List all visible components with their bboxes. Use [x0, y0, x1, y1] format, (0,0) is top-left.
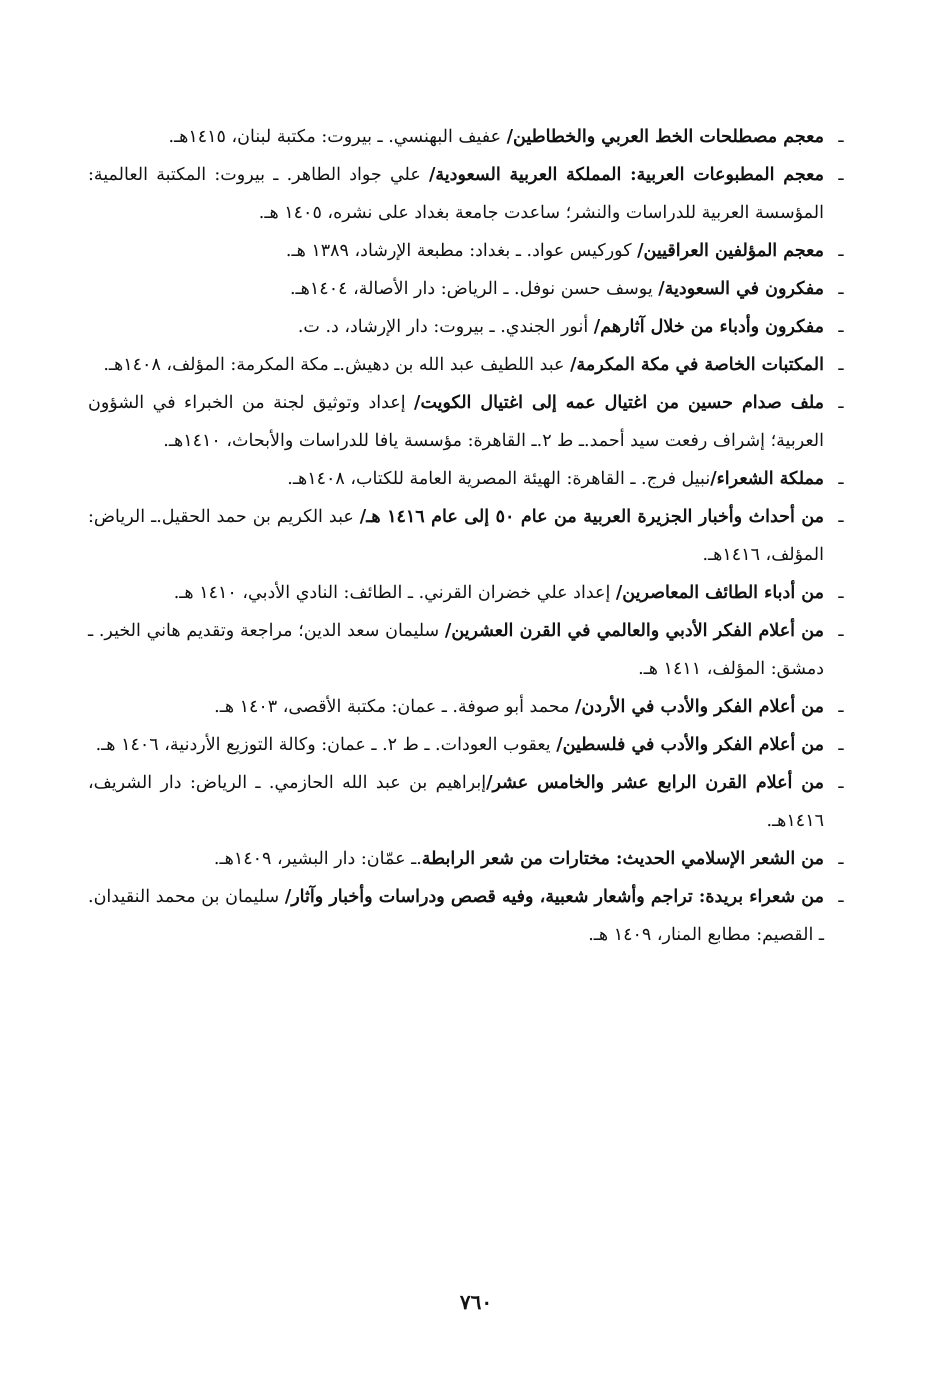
entry-title: من أعلام الفكر والأدب في الأردن/ — [575, 697, 824, 717]
entry-title: ملف صدام حسين من اغتيال عمه إلى اغتيال الكويت/ — [414, 393, 824, 413]
bibliography-list — [88, 118, 848, 954]
bibliography-entry — [88, 156, 848, 232]
entry-bullet: ـ — [838, 773, 844, 793]
bibliography-entry — [88, 840, 848, 878]
entry-details: سليمان بن محمد النقيدان. ـ القصيم: مطابع المنار، ١٤٠٩ هـ. — [88, 887, 824, 945]
entry-details: علي جواد الطاهر. ـ بيروت: المكتبة العالمية: المؤسسة العربية للدراسات والنشر؛ ساعدت جامعة بغداد على نشره، ١٤٠٥ هـ. — [88, 165, 824, 223]
entry-details: عفيف البهنسي. ـ بيروت: مكتبة لبنان، ١٤١٥هـ. — [168, 127, 507, 147]
entry-details: .ـ عمّان: دار البشير، ١٤٠٩هـ. — [213, 849, 422, 869]
entry-details: عبد اللطيف عبد الله بن دهيش.ـ مكة المكرمة: المؤلف، ١٤٠٨هـ. — [103, 355, 571, 375]
entry-details: يعقوب العودات. ـ ط ٢. ـ عمان: وكالة التوزيع الأردنية، ١٤٠٦ هـ. — [95, 735, 557, 755]
entry-bullet: ـ — [838, 507, 844, 527]
entry-bullet: ـ — [838, 849, 844, 869]
entry-title: مفكرون في السعودية/ — [658, 279, 824, 299]
entry-details: نبيل فرج. ـ القاهرة: الهيئة المصرية العامة للكتاب، ١٤٠٨هـ. — [287, 469, 711, 489]
entry-bullet: ـ — [838, 279, 844, 299]
bibliography-entry — [88, 118, 848, 156]
bibliography-entry — [88, 878, 848, 954]
entry-bullet: ـ — [838, 735, 844, 755]
bibliography-entry — [88, 688, 848, 726]
bibliography-entry — [88, 498, 848, 574]
entry-title: المكتبات الخاصة في مكة المكرمة/ — [570, 355, 824, 375]
bibliography-entry — [88, 308, 848, 346]
bibliography-entry — [88, 460, 848, 498]
entry-details: إعداد وتوثيق لجنة من الخبراء في الشؤون العربية؛ إشراف رفعت سيد أحمد.ـ ط ٢.ـ القاهرة: مؤسسة يافا للدراسات والأبحاث، ١٤١٠هـ. — [88, 393, 824, 451]
entry-title: من شعراء بريدة: تراجم وأشعار شعبية، وفيه قصص ودراسات وأخبار وآثار/ — [284, 887, 824, 907]
entry-details: أنور الجندي. ـ بيروت: دار الإرشاد، د. ت. — [297, 317, 594, 337]
entry-bullet: ـ — [838, 621, 844, 641]
bibliography-entry — [88, 574, 848, 612]
entry-bullet: ـ — [838, 165, 844, 185]
entry-title: من أعلام القرن الرابع عشر والخامس عشر/ — [486, 773, 824, 793]
entry-title: مملكة الشعراء/ — [710, 469, 824, 489]
entry-title: معجم مصطلحات الخط العربي والخطاطين/ — [506, 127, 824, 147]
entry-bullet: ـ — [838, 887, 844, 907]
entry-title: من الشعر الإسلامي الحديث: مختارات من شعر الرابطة — [421, 849, 824, 869]
entry-details: محمد أبو صوفة. ـ عمان: مكتبة الأقصى، ١٤٠٣ هـ. — [214, 697, 576, 717]
entry-details: سليمان سعد الدين؛ مراجعة وتقديم هاني الخير. ـ دمشق: المؤلف، ١٤١١ هـ. — [88, 621, 824, 679]
entry-title: مفكرون وأدباء من خلال آثارهم/ — [593, 317, 824, 337]
bibliography-entry — [88, 384, 848, 460]
entry-bullet: ـ — [838, 393, 844, 413]
bibliography-entry — [88, 232, 848, 270]
entry-bullet: ـ — [838, 317, 844, 337]
bibliography-entry — [88, 726, 848, 764]
entry-details: عبد الكريم بن حمد الحقيل.ـ الرياض: المؤلف، ١٤١٦هـ. — [88, 507, 824, 565]
entry-details: كوركيس عواد. ـ بغداد: مطبعة الإرشاد، ١٣٨٩ هـ. — [285, 241, 638, 261]
entry-bullet: ـ — [838, 697, 844, 717]
entry-details: يوسف حسن نوفل. ـ الرياض: دار الأصالة، ١٤٠٤هـ. — [289, 279, 659, 299]
entry-bullet: ـ — [838, 127, 844, 147]
entry-bullet: ـ — [838, 355, 844, 375]
bibliography-entry — [88, 764, 848, 840]
entry-details: إعداد علي خضران القرني. ـ الطائف: النادي الأدبي، ١٤١٠ هـ. — [173, 583, 616, 603]
entry-bullet: ـ — [838, 469, 844, 489]
entry-title: من أعلام الفكر والأدب في فلسطين/ — [556, 735, 824, 755]
entry-title: من أعلام الفكر الأدبي والعالمي في القرن العشرين/ — [444, 621, 824, 641]
bibliography-entry — [88, 270, 848, 308]
entry-title: معجم المؤلفين العراقيين/ — [637, 241, 824, 261]
bibliography-entry — [88, 346, 848, 384]
entry-details: إبراهيم بن عبد الله الحازمي. ـ الرياض: دار الشريف، ١٤١٦هـ. — [88, 773, 824, 831]
page-number: ٧٦٠ — [459, 1290, 493, 1314]
entry-bullet: ـ — [838, 241, 844, 261]
entry-title: من أدباء الطائف المعاصرين/ — [615, 583, 824, 603]
bibliography-entry — [88, 612, 848, 688]
entry-title: معجم المطبوعات العربية: المملكة العربية السعودية/ — [429, 165, 824, 185]
entry-bullet: ـ — [838, 583, 844, 603]
entry-title: من أحداث وأخبار الجزيرة العربية من عام ٥٠ إلى عام ١٤١٦ هـ/ — [359, 507, 825, 527]
